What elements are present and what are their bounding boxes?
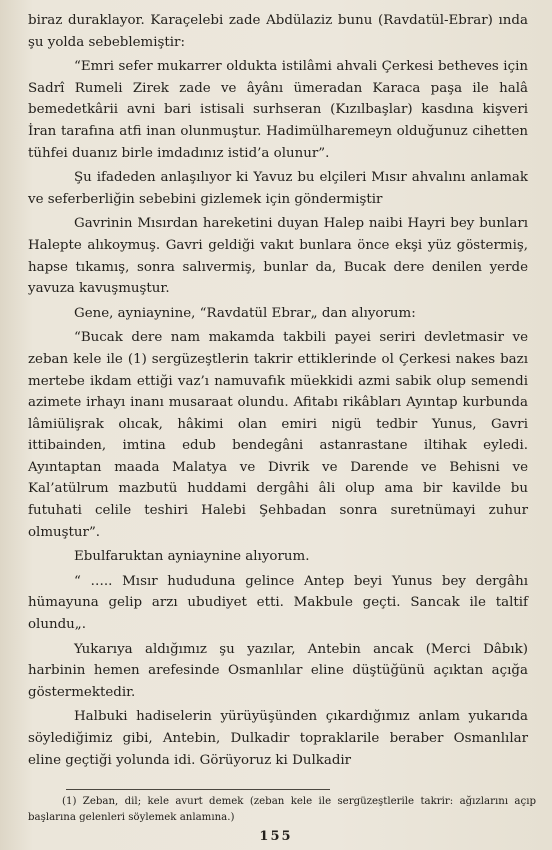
- paragraph-quote-misir: “ ….. Mısır hududuna gelince Antep beyi Yunus bey dergâhı hümayuna gelip arzı ubudiyet etti. Makbule geçti. Sancak ile taltif olundu„.: [28, 573, 528, 633]
- paragraph-elciler: Şu ifadeden anlaşılıyor ki Yavuz bu elçileri Mısır ahvalını anlamak ve seferberliğin sebebini gizlemek için göndermiştir: [28, 170, 528, 207]
- paragraph-quote-bucak-dere: “Bucak dere nam makamda takbili payei seriri devletmasir ve zeban kele ile (1) sergüzeştlerin takrir ettiklerinde ol Çerkesi nakes bazı mertebe ikdam ettiği vaz’ı namuvafık müekkidi azmi sabik olup semendi azimete irhayı inanı musaraat olundu. Afitabı rikâbları Ayıntap kurbunda lâmiülişrak olıcak, hâkimi olan emiri nigü tedbir Yunus, Gavri ittibainden, imtina edub bendegâni astanrastane iltihak eyledi. Ayıntaptan maada Malatya ve Divrik ve Darende ve Behisni ve Kal’atülrum mazbutü huddami dergâhi âli olup ama bir kavilde bu futuhati celile teshiri Halebi Şehbadan sonra suretnümayi zuhur olmuştur”.: [28, 330, 528, 540]
- footnote: (1) Zeban, dil; kele avurt demek (zeban kele ile sergüzeştlerile takrir: ağızlarını açıp başlarına gelenleri söylemek anlamına.): [28, 796, 536, 823]
- paragraph-gavri: Gavrinin Mısırdan hareketini duyan Halep naibi Hayri bey bunları Halepte alıkoymuş. Gavri geldiği vakıt bunlara önce ekşi yüz göstermiş, hapse tıkamış, sonra salıvermiş, bunlar da, Bucak dere denilen yerde yavuza kavuşmuştur.: [28, 216, 528, 297]
- paragraph-ebulfaruk: Ebulfaruktan ayniaynine alıyorum.: [74, 549, 310, 565]
- paragraph-intro: biraz duraklayor. Karaçelebi zade Abdülaziz bunu (Ravdatül-Ebrar) ında şu yolda sebeblemiştir:: [28, 13, 528, 50]
- body-text: [28, 10, 528, 771]
- paragraph-halbuki: Halbuki hadiselerin yürüyüşünden çıkardığımız anlam yukarıda söylediğimiz gibi, Antebin, Dulkadir topraklarile beraber Osmanlılar eline geçtiği yolunda idi. Görüyoruz ki Dulkadir: [28, 709, 528, 768]
- paragraph-quote-emri-sefer: “Emri sefer mukarrer oldukta istilâmi ahvali Çerkesi betheves için Sadrî Rumeli Zirek zade ve âyânı ümeradan Karaca paşa ile halâ bemedetkârii avni bari istisali surhseran (Kızılbaşlar) kasdına kişveri İran tarafına atfi inan olunmuştur. Hadimülharemeyn olduğunuz cihetten tühfei duanız birle imdadınız istid’a olunur”.: [28, 59, 528, 161]
- paragraph-merci-dabik: Yukarıya aldığımız şu yazılar, Antebin ancak (Merci Dâbık) harbinin hemen arefesinde Osmanlılar eline düştüğünü açıktan açığa göstermektedir.: [28, 641, 528, 700]
- page-number: 155: [259, 829, 293, 844]
- paragraph-ravdatul-ebrar: Gene, ayniaynine, “Ravdatül Ebrar„ dan alıyorum:: [74, 305, 416, 321]
- footnote-divider: [66, 789, 330, 790]
